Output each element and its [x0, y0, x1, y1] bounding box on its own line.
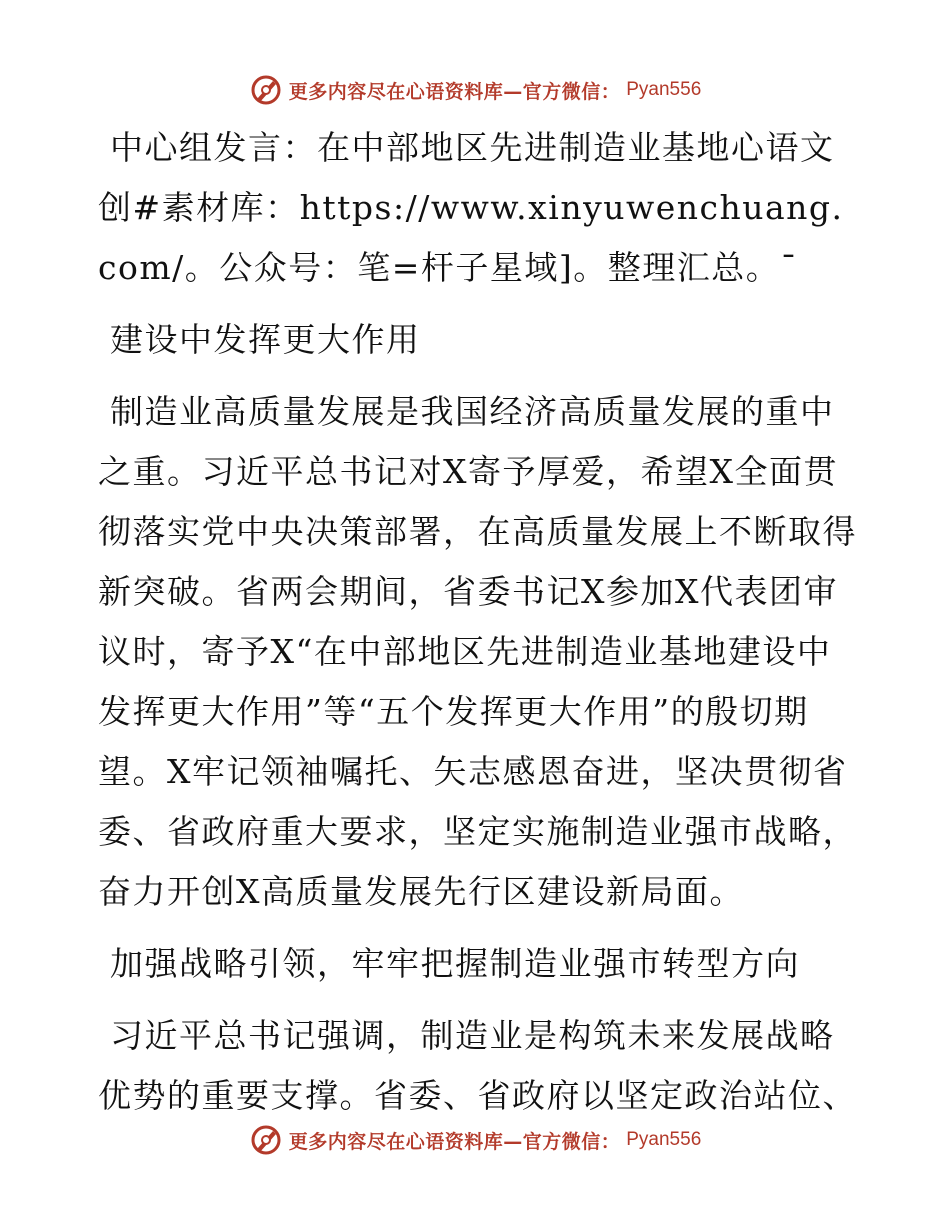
document-body	[98, 118, 858, 1126]
header-banner	[0, 70, 950, 110]
footer-banner-text: 更多内容尽在心语资料库—官方微信：	[288, 1130, 621, 1153]
section-heading: 加强战略引领，牢牢把握制造业强市转型方向	[110, 944, 800, 983]
intro-paragraph: 中心组发言：在中部地区先进制造业基地心语文创#素材库：https://www.xinyuwenchuang.com/。公众号：笔=杆子星域]。整理汇总。¯	[98, 128, 844, 287]
header-banner-text: 更多内容尽在心语资料库—官方微信：	[288, 80, 621, 103]
section-title: 建设中发挥更大作用	[110, 320, 421, 359]
body-paragraph-continued: 习近平总书记强调，制造业是构筑未来发展战略优势的重要支撑。省委、省政府以坚定政治站位、	[98, 1016, 857, 1115]
footer-banner	[0, 1120, 950, 1160]
xinyu-logo-icon	[249, 73, 283, 107]
body-paragraph: 制造业高质量发展是我国经济高质量发展的重中之重。习近平总书记对X寄予厚爱，希望X全面贯彻落实党中央决策部署，在高质量发展上不断取得新突破。省两会期间，省委书记X参加X代表团审议时，寄予X“在中部地区先进制造业基地建设中发挥更大作用”等“五个发挥更大作用”的殷切期望。X牢记领袖嘱托、矢志感恩奋进，坚决贯彻省委、省政府重大要求，坚定实施制造业强市战略，奋力开创X高质量发展先行区建设新局面。	[98, 392, 857, 911]
xinyu-logo-icon	[249, 1123, 283, 1157]
footer-wechat-id: Pyan556	[626, 1129, 702, 1150]
header-wechat-id: Pyan556	[626, 79, 702, 100]
